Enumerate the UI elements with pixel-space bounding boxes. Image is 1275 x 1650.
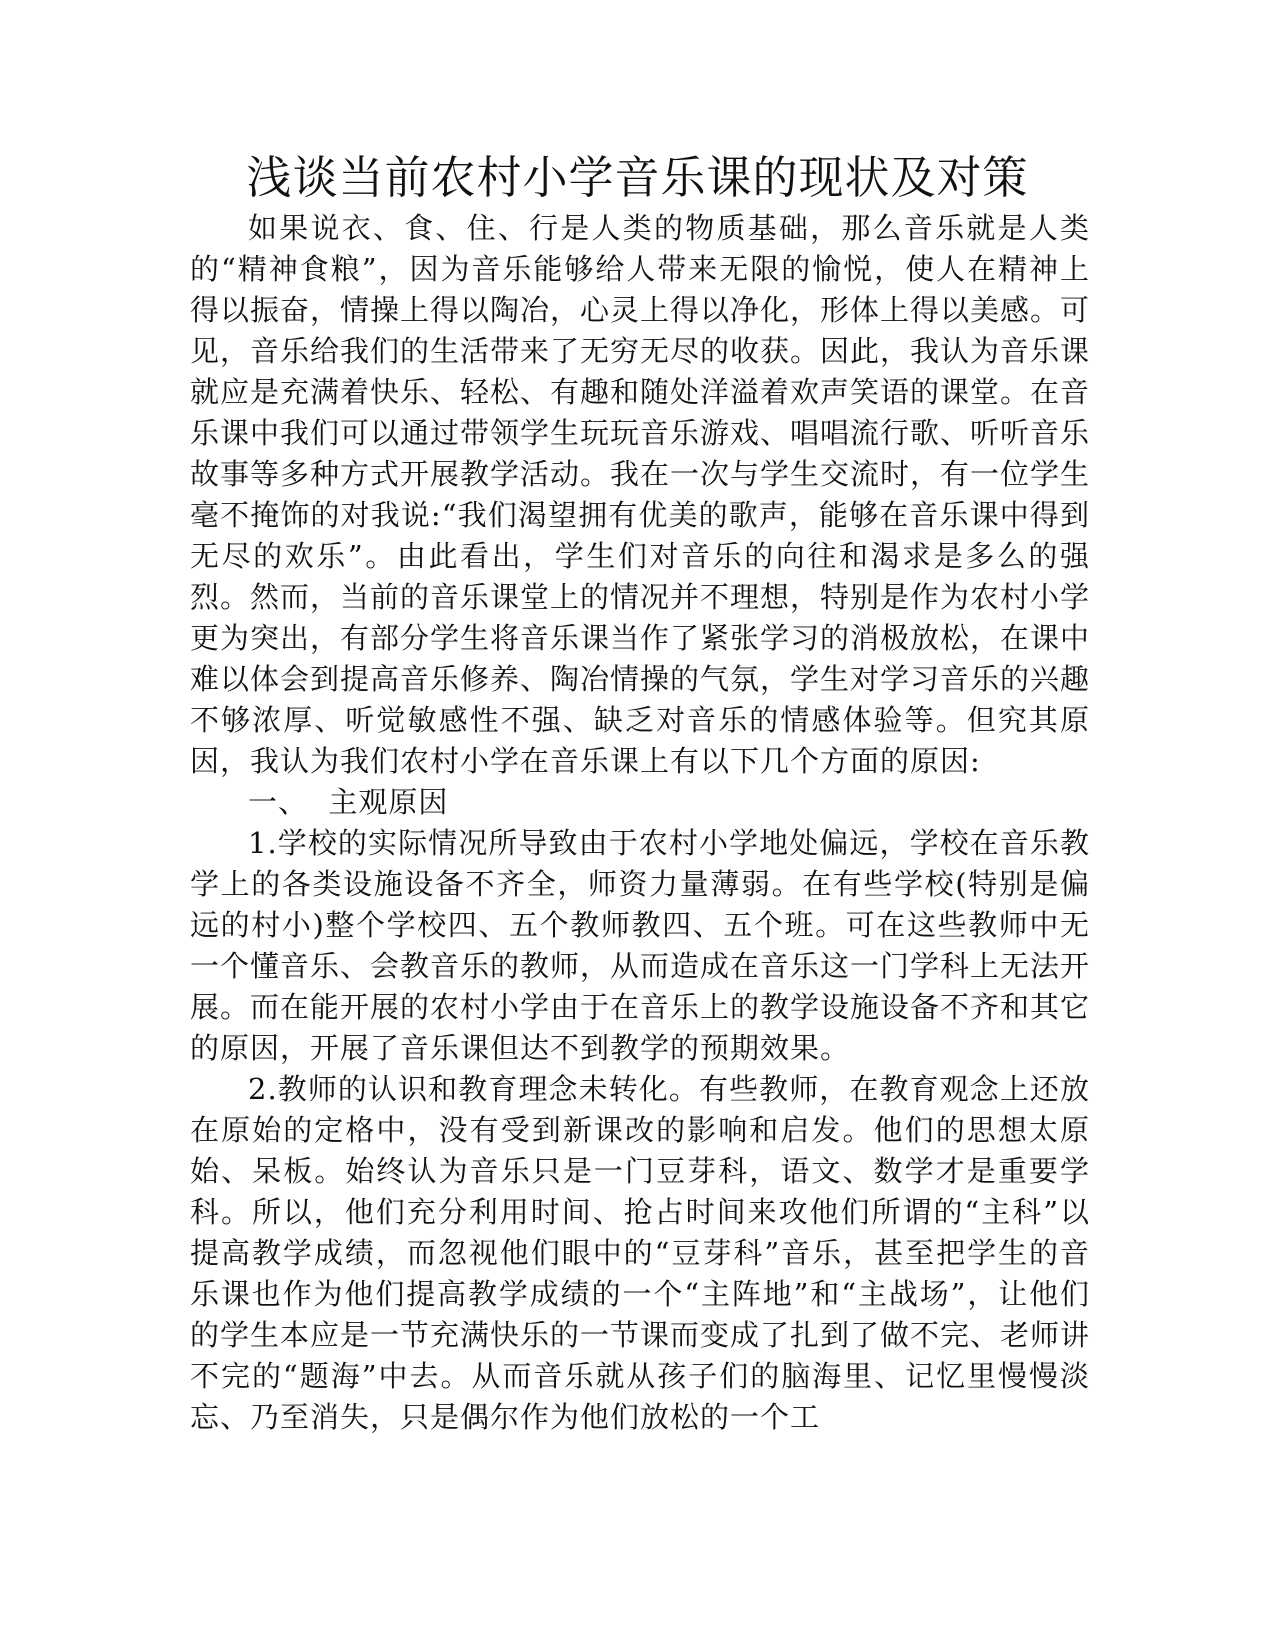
point-1-paragraph: 1.学校的实际情况所导致由于农村小学地处偏远，学校在音乐教学上的各类设施设备不齐全，师资力量薄弱。在有些学校(特别是偏远的村小)整个学校四、五个教师教四、五个班。可在这些教师中无一个懂音乐、会教音乐的教师，从而造成在音乐这一门学科上无法开展。而在能开展的农村小学由于在音乐上的教学设施设备不齐和其它的原因，开展了音乐课但达不到教学的预期效果。 [190, 826, 1091, 1065]
point-2-paragraph: 2.教师的认识和教育理念未转化。有些教师，在教育观念上还放在原始的定格中，没有受到新课改的影响和启发。他们的思想太原始、呆板。始终认为音乐只是一门豆芽科，语文、数学才是重要学科。所以，他们充分利用时间、抢占时间来攻他们所谓的“主科”以提高教学成绩，而忽视他们眼中的“豆芽科”音乐，甚至把学生的音乐课也作为他们提高教学成绩的一个“主阵地”和“主战场”，让他们的学生本应是一节充满快乐的一节课而变成了扎到了做不完、老师讲不完的“题海”中去。从而音乐就从孩子们的脑海里、记忆里慢慢淡忘、乃至消失，只是偶尔作为他们放松的一个工 [190, 1072, 1091, 1434]
section-heading-subjective-reasons: 一、 主观原因 [248, 785, 449, 819]
document-title: 浅谈当前农村小学音乐课的现状及对策 [246, 151, 1029, 204]
intro-paragraph: 如果说衣、食、住、行是人类的物质基础，那么音乐就是人类的“精神食粮”，因为音乐能够给人带来无限的愉悦，使人在精神上得以振奋，情操上得以陶冶，心灵上得以净化，形体上得以美感。可见，音乐给我们的生活带来了无穷无尽的收获。因此，我认为音乐课就应是充满着快乐、轻松、有趣和随处洋溢着欢声笑语的课堂。在音乐课中我们可以通过带领学生玩玩音乐游戏、唱唱流行歌、听听音乐故事等多种方式开展教学活动。我在一次与学生交流时，有一位学生毫不掩饰的对我说:“我们渴望拥有优美的歌声，能够在音乐课中得到无尽的欢乐”。由此看出，学生们对音乐的向往和渴求是多么的强烈。然而，当前的音乐课堂上的情况并不理想，特别是作为农村小学更为突出，有部分学生将音乐课当作了紧张学习的消极放松，在课中难以体会到提高音乐修养、陶冶情操的气氛，学生对学习音乐的兴趣不够浓厚、听觉敏感性不强、缺乏对音乐的情感体验等。但究其原因，我认为我们农村小学在音乐课上有以下几个方面的原因: [190, 211, 1091, 778]
document-body [190, 208, 1090, 1438]
